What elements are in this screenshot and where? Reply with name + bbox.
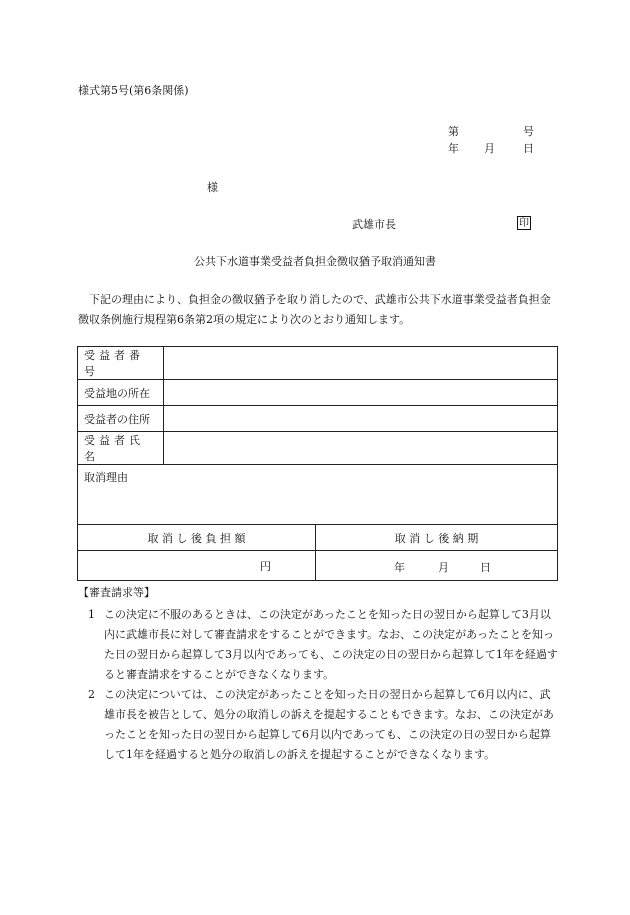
value-row <box>78 551 558 581</box>
document-title: 公共下水道事業受益者負担金徴収猶予取消通知書 <box>194 255 436 268</box>
row-value <box>164 380 558 406</box>
deadline-month: 月 <box>438 561 449 574</box>
table-row <box>78 380 558 406</box>
notes-heading: 【審査請求等】 <box>78 586 155 599</box>
issue-date <box>448 142 532 156</box>
row-value <box>164 406 558 432</box>
seal-mark: 印 <box>519 218 529 229</box>
note-number: 2 <box>88 688 95 701</box>
reason-label: 取消理由 <box>78 465 558 525</box>
deadline-year: 年 <box>394 561 405 574</box>
table-row <box>78 432 558 465</box>
note-number: 1 <box>88 608 95 621</box>
issuer-name: 武雄市長 <box>352 218 396 231</box>
list-item <box>86 685 561 765</box>
date-month: 月 <box>484 142 495 155</box>
date-day: 日 <box>523 142 534 155</box>
row-label: 受益地の所在 <box>78 380 164 406</box>
amount-unit: 円 <box>78 551 316 581</box>
row-label: 受益者の住所 <box>78 406 164 432</box>
row-value <box>164 347 558 380</box>
doc-no-prefix: 第 <box>448 125 459 138</box>
row-label: 受益者氏名 <box>78 432 164 465</box>
header-row <box>78 525 558 551</box>
table-row <box>78 347 558 380</box>
row-label: 受益者番号 <box>78 347 164 380</box>
document-number <box>448 125 532 139</box>
body-paragraph: 下記の理由により、負担金の徴収猶予を取り消したので、武雄市公共下水道事業受益者負担金徴収条例施行規程第6条第2項の規定により次のとおり通知します。 <box>78 293 551 326</box>
reason-row <box>78 465 558 525</box>
deadline-day: 日 <box>480 561 491 574</box>
note-text: この決定に不服のあるときは、この決定があったことを知った日の翌日から起算して3月以内に武雄市長に対して審査請求をすることができます。なお、この決定があったことを知った日の翌日から起算して3月以内であっても、この決定の日の翌日から起算して1年を経過すると審査請求をすることができなくなります。 <box>104 608 558 681</box>
form-number: 様式第5号(第6条関係) <box>78 84 189 97</box>
amount-header: 取 消 し 後 負 担 額 <box>78 525 316 551</box>
notes-list <box>86 605 561 765</box>
notice-table <box>77 346 558 581</box>
deadline-date <box>316 551 558 581</box>
date-year: 年 <box>448 142 459 155</box>
addressee: 様 <box>207 181 218 194</box>
table-row <box>78 406 558 432</box>
note-text: この決定については、この決定があったことを知った日の翌日から起算して6月以内に、武雄市長を被告として、処分の取消しの訴えを提起することもできます。なお、この決定があったことを知った日の翌日から起算して6月以内であっても、この決定の日の翌日から起算して1年を経過すると処分の取消しの訴えを提起することができなくなります。 <box>104 688 554 761</box>
row-value <box>164 432 558 465</box>
deadline-header: 取 消 し 後 納 期 <box>316 525 558 551</box>
doc-no-suffix: 号 <box>523 125 534 138</box>
list-item <box>86 605 561 685</box>
